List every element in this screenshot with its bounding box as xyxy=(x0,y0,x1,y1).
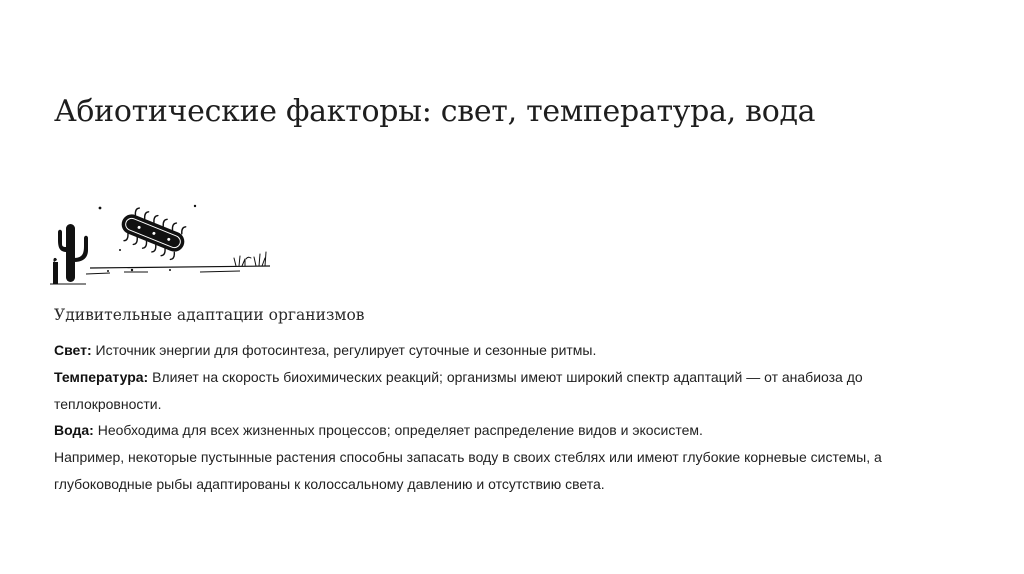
list-item xyxy=(54,337,954,364)
slide-title: Абиотические факторы: свет, температура, вода xyxy=(54,94,816,129)
desert-cactus-microbe-illustration xyxy=(50,200,280,292)
item-label: Температура: xyxy=(54,368,149,385)
list-item xyxy=(54,417,954,444)
slide-content xyxy=(54,337,954,498)
bacterium-icon xyxy=(116,204,191,262)
grass-icon xyxy=(234,252,266,266)
item-label: Вода: xyxy=(54,422,94,439)
example-note: Например, некоторые пустынные растения способны запасать воду в своих стеблях или имеют глубокие корневые системы, а глубоководные рыбы адаптированы к колоссальному давлению и отсутствию света. xyxy=(54,449,882,492)
item-label: Свет: xyxy=(54,342,92,358)
item-text: Влияет на скорость биохимических реакций; организмы имеют широкий спектр адаптаций — от анабиоза до теплокровности. xyxy=(54,368,863,412)
cactus-icon xyxy=(53,224,88,284)
item-text: Необходима для всех жизненных процессов; определяет распределение видов и экосистем. xyxy=(93,422,703,439)
list-item xyxy=(54,364,954,418)
item-text: Источник энергии для фотосинтеза, регулирует суточные и сезонные ритмы. xyxy=(91,342,597,358)
slide-subtitle: Удивительные адаптации организмов xyxy=(54,306,365,324)
